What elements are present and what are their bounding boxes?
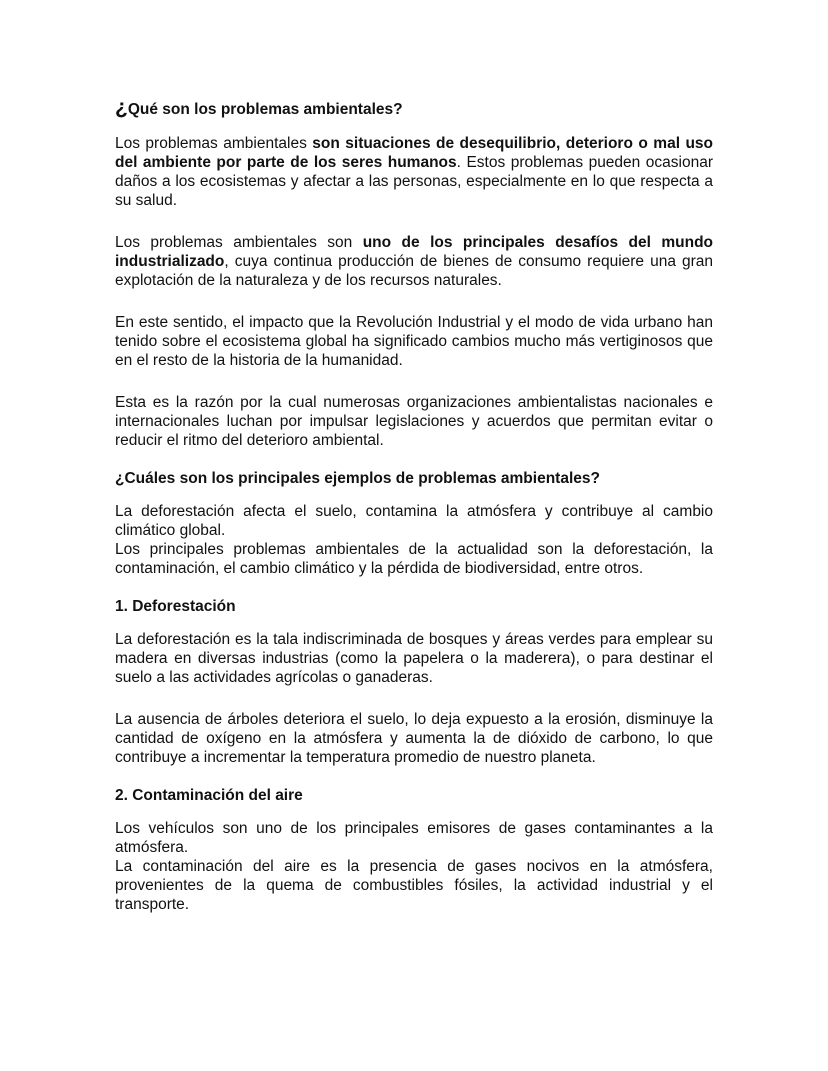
paragraph-organizaciones: Esta es la razón por la cual numerosas organizaciones ambientalistas nacionales e internacionales luchan por impulsar legislaciones y acuerdos que permitan evitar o reducir el ritmo del deterioro ambiental.	[115, 394, 713, 449]
paragraph-desafios	[115, 233, 713, 290]
heading-que-son	[115, 98, 713, 120]
heading-contaminacion-aire: 2. Contaminación del aire	[115, 787, 303, 804]
paragraph-contaminacion-definicion: La contaminación del aire es la presencia de gases nocivos en la atmósfera, provenientes de la quema de combustibles fósiles, la actividad industrial y el transporte.	[115, 858, 713, 913]
paragraph-definicion	[115, 134, 713, 210]
heading-que-son-text: Qué son los problemas ambientales?	[127, 101, 403, 118]
paragraph-text: , cuya continua producción de bienes de consumo requiere una gran explotación de la naturaleza y de los recursos naturales.	[115, 253, 713, 289]
document-page	[115, 98, 713, 914]
paragraph-text: Los problemas ambientales son	[115, 234, 363, 251]
heading-deforestacion: 1. Deforestación	[115, 598, 236, 615]
paragraph-bold-text: uno de los principales desafíos del mundo industrializado	[115, 234, 714, 270]
heading-question-mark: ¿	[115, 96, 128, 119]
paragraph-text: . Estos problemas pueden ocasionar daños a los ecosistemas y afectar a las personas, especialmente en lo que respecta a su salud.	[115, 154, 713, 209]
paragraph-deforestacion-afecta: La deforestación afecta el suelo, contamina la atmósfera y contribuye al cambio climático global.	[115, 503, 713, 539]
paragraph-vehiculos: Los vehículos son uno de los principales emisores de gases contaminantes a la atmósfera.	[115, 820, 713, 856]
paragraph-text: Los problemas ambientales	[115, 135, 313, 152]
paragraph-principales-problemas: Los principales problemas ambientales de la actualidad son la deforestación, la contaminación, el cambio climático y la pérdida de biodiversidad, entre otros.	[115, 541, 713, 577]
heading-ejemplos: ¿Cuáles son los principales ejemplos de problemas ambientales?	[115, 470, 600, 487]
paragraph-revolucion: En este sentido, el impacto que la Revolución Industrial y el modo de vida urbano han tenido sobre el ecosistema global ha significado cambios mucho más vertiginosos que en el resto de la historia de la humanidad.	[115, 314, 713, 369]
paragraph-bold-text: son situaciones de desequilibrio, deterioro o mal uso del ambiente por parte de los seres humanos	[115, 135, 713, 171]
paragraph-tala: La deforestación es la tala indiscriminada de bosques y áreas verdes para emplear su madera en diversas industrias (como la papelera o la maderera), o para destinar el suelo a las actividades agrícolas o ganaderas.	[115, 631, 713, 686]
paragraph-ausencia-arboles: La ausencia de árboles deteriora el suelo, lo deja expuesto a la erosión, disminuye la cantidad de oxígeno en la atmósfera y aumenta la de dióxido de carbono, lo que contribuye a incrementar la temperatura promedio de nuestro planeta.	[115, 711, 713, 766]
